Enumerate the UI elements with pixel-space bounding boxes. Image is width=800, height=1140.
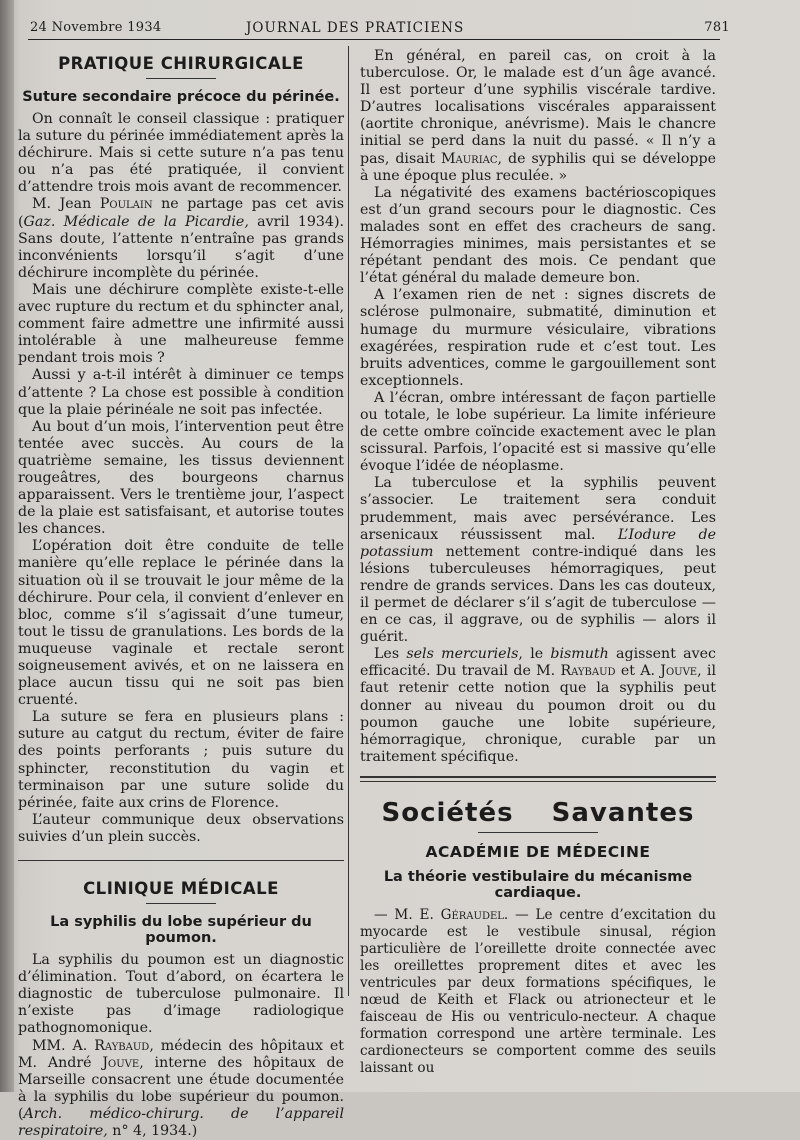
paragraph: En général, en pareil cas, on croit à la tuberculose. Or, le malade est d’un âge avancé. Il est porteur d’une syphilis viscérale tardive. D’autres localisations viscérales apparaissent (aortite chronique, anévrisme). Mais le chancre initial se perd dans la nuit du passé. « Il n’y a pas, disait Mauriac, de syphilis qui se développe à une époque plus reculée. » bbox=[360, 48, 716, 185]
paragraph: La suture se fera en plusieurs plans : suture au catgut du rectum, éviter de faire des points perforants ; puis suture du sphincter, reconstitution du vagin et terminaison par une suture solide du périnée, faite aux crins de Florence. bbox=[18, 709, 344, 812]
section-title-clinique-medicale: CLINIQUE MÉDICALE bbox=[18, 879, 344, 898]
header-date: 24 Novembre 1934 bbox=[30, 20, 162, 35]
paragraph: La négativité des examens bactérioscopiques est d’un grand secours pour le diagnostic. Ces malades sont en effet des cracheurs de sang. Hémorragies minimes, mais persistantes et se répétant pendant des mois. Ce pendant que l’état général du malade demeure bon. bbox=[360, 185, 716, 288]
section-title-pratique-chirurgicale: PRATIQUE CHIRURGICALE bbox=[18, 54, 344, 73]
column-divider bbox=[348, 46, 349, 996]
author-name: Géraudel bbox=[441, 907, 504, 923]
section-title-underline bbox=[146, 903, 216, 904]
section-title-underline bbox=[146, 78, 216, 79]
article-title-syphilis: La syphilis du lobe supérieur du poumon. bbox=[18, 914, 344, 946]
header-journal-title: JOURNAL DES PRATICIENS bbox=[246, 20, 464, 36]
paragraph: — M. E. Géraudel. — Le centre d’excitation du myocarde est le vestibule sinusal, région particulière de l’oreillette droite connectée avec les oreillettes proprement dites et avec les ventricules par deux formations spécifiques, le nœud de Keith et Flack ou atrionecteur et le faisceau de His ou ventriculo-necteur. A chaque formation correspond une artère terminale. Les cardionecteurs se comportent comme des seuils laissant ou bbox=[360, 907, 716, 1077]
paragraph: Les sels mercuriels, le bismuth agissent avec efficacité. Du travail de M. Raybaud et A. Jouve, il faut retenir cette notion que la syphilis peut donner au niveau du poumon droit ou du poumon gauche une lobite supérieure, hémorragique, chronique, curable par un traitement spécifique. bbox=[360, 646, 716, 766]
header-page-number: 781 bbox=[704, 20, 730, 35]
section-title-underline bbox=[478, 832, 598, 833]
drug-name: L’Iodure de potassium bbox=[360, 527, 716, 560]
paragraph: L’auteur communique deux observations suivies d’un plein succès. bbox=[18, 812, 344, 846]
paragraph: MM. A. Raybaud, médecin des hôpitaux et M. André Jouve, interne des hôpitaux de Marseille consacrent une étude documentée à la syphilis du lobe supérieur du poumon. (Arch. médico-chirurg. de l’appareil respiratoire, n° 4, 1934.) bbox=[18, 1038, 344, 1140]
article-title-suture: Suture secondaire précoce du périnée. bbox=[18, 89, 344, 105]
section-separator-double bbox=[360, 781, 716, 782]
academy-heading: ACADÉMIE DE MÉDECINE bbox=[360, 843, 716, 861]
paragraph: Au bout d’un mois, l’intervention peut être tentée avec succès. Au cours de la quatrième semaine, les tissus deviennent rougeâtres, des bourgeons charnus apparaissent. Vers le trentième jour, l’aspect de la plaie est satisfaisant, et autorise toutes les chances. bbox=[18, 419, 344, 539]
paragraph: A l’examen rien de net : signes discrets de sclérose pulmonaire, submatité, diminution et humage du murmure vésiculaire, vibrations exagérées, respiration rude et c’est tout. Les bruits adventices, comme le gargouillement sont exceptionnels. bbox=[360, 287, 716, 390]
author-name: Jouve bbox=[102, 1055, 139, 1071]
paragraph: La tuberculose et la syphilis peuvent s’associer. Le traitement sera conduit prudemment, mais avec persévérance. Les arsenicaux réussissent mal. L’Iodure de potassium nettement contre-indiqué dans les lésions tuberculeuses hémorragiques, peut rendre de grands services. Dans les cas douteux, il permet de déclarer s’il s’agit de tuberculose — en ce cas, il aggrave, ou de syphilis — alors il guérit. bbox=[360, 475, 716, 646]
drug-name: sels mercuriels bbox=[406, 646, 518, 662]
paragraph: La syphilis du poumon est un diagnostic d’élimination. Tout d’abord, on écartera le diagnostic de tuberculose pulmonaire. Il n’existe pas d’image radiologique pathognomonique. bbox=[18, 952, 344, 1037]
journal-reference: Gaz. Médicale de la Picardie, bbox=[24, 214, 249, 230]
journal-reference: Arch. médico-chirurg. de l’appareil respiratoire, bbox=[18, 1106, 344, 1139]
author-name: Raybaud bbox=[560, 663, 615, 679]
section-separator-double bbox=[360, 776, 716, 778]
author-name: Raybaud bbox=[94, 1038, 149, 1054]
drug-name: bismuth bbox=[550, 646, 608, 662]
paragraph: Aussi y a-t-il intérêt à diminuer ce temps d’attente ? La chose est possible à condition que la plaie périnéale ne soit pas infectée. bbox=[18, 367, 344, 418]
running-header bbox=[30, 16, 720, 38]
article-title-vestibulaire: La théorie vestibulaire du mécanisme cardiaque. bbox=[360, 869, 716, 901]
page-binding-shadow bbox=[0, 0, 14, 1092]
paragraph: A l’écran, ombre intéressant de façon partielle ou totale, le lobe supérieur. La limite inférieure de cette ombre coïncide exactement avec le plan scissural. Parfois, l’opacité est si massive qu’elle évoque l’idée de néoplasme. bbox=[360, 390, 716, 475]
paragraph: Mais une déchirure complète existe-t-elle avec rupture du rectum et du sphincter anal, comment faire admettre une infirmité aussi intolérable à une malheureuse femme pendant trois mois ? bbox=[18, 282, 344, 367]
societes-savantes-title: Sociétés Savantes bbox=[360, 798, 716, 828]
author-name: Poulain bbox=[100, 196, 153, 212]
author-name: Jouve bbox=[660, 663, 697, 679]
paragraph: M. Jean Poulain ne partage pas cet avis (Gaz. Médicale de la Picardie, avril 1934). Sans doute, l’attente n’entraîne pas grands inconvénients lorsqu’il s’agit d’une déchirure incomplète du périnée. bbox=[18, 196, 344, 281]
right-column bbox=[360, 48, 716, 1077]
paragraph: On connaît le conseil classique : pratiquer la suture du périnée immédiatement après la déchirure. Mais si cette suture n’a pas tenu ou n’a pas été pratiquée, il convient d’attendre trois mois avant de recommencer. bbox=[18, 111, 344, 196]
section-separator bbox=[18, 860, 344, 861]
author-name: Mauriac bbox=[441, 151, 498, 167]
left-column bbox=[18, 48, 344, 1140]
paragraph: L’opération doit être conduite de telle manière qu’elle replace le périnée dans la situation où il se trouvait le jour même de la déchirure. Pour cela, il convient d’enlever en bloc, comme s’il s’agissait d’une tumeur, tout le tissu de granulations. Les bords de la muqueuse vaginale et rectale seront soigneusement avivés, et on ne laissera en place aucun tissu qui ne soit pas bien cruenté. bbox=[18, 538, 344, 709]
header-rule bbox=[28, 39, 720, 40]
